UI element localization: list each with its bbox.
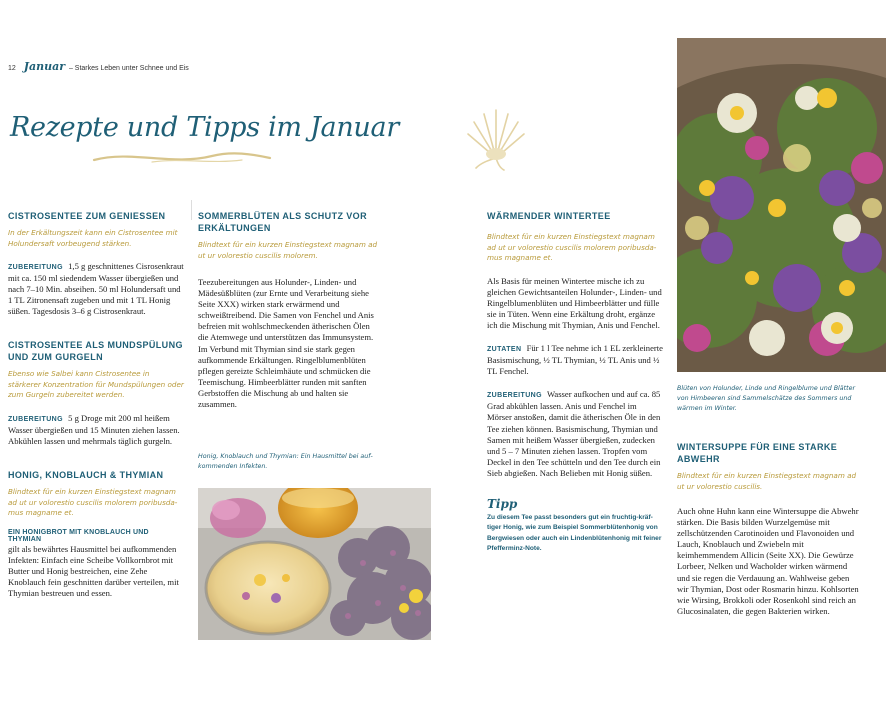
- section-intro: Ebenso wie Salbei kann Cistrosentee in stärkerer Konzentration für Mundspülungen oder zum Gurgeln zubereitet werden.: [8, 369, 184, 400]
- section-heading-cistrosentee: CISTROSENTEE ZUM GENIESSEN: [8, 211, 166, 221]
- photo-caption-blueten: Blüten von Holunder, Linde und Ringelblume und Blätter von Himbeeren sind Sammelschätze des Sommers und wärmen im Winter.: [677, 385, 856, 412]
- flowers-photo: [677, 38, 886, 372]
- section-body: Teezubereitungen aus Holunder-, Linden- und Mädesüßblüten (zur Ernte und Verarbeitung siehe Seite XXX) wirken stark erwärmend und schweißtreibend. Die Samen von Fenchel und Anis befreien mit wohlschmeckenden ätherischen Ölen die Atemwege und unterstützen das Immunsystem. Im Verbund mit Thymian sind sie stark gegen aufkommende Erkältungen. Ringelblumenblüten pflegen gereizte Schleimhäute und schmücken die Teemischung. Himbeerblätter runden mit sanften Gerbstoffen die Mischung ab und halten sie zusammen.: [198, 277, 374, 410]
- section-body: Auch ohne Huhn kann eine Wintersuppe die Abwehr stärken. Die Basis bilden Wurzelgemüse mit zellschützenden Carotinoiden und Flavonoiden und Lauch, Knoblauch und Zwiebeln mit keimhemmendem Allicin (Seite XX). Die Gewürze Lorbeer, Nelken und Wacholder wirken wärmend und sie regen die Verdauung an. Wahlweise geben wir Thymian, Dost oder Rosmarin hinzu. Kohlsorten wie Wirsing, Brokkoli oder Rosenkohl sind reich an Glucosinalaten, die gegen Bakterien wirken.: [677, 506, 859, 616]
- recipe-text: [8, 261, 184, 317]
- zutaten-text: [487, 343, 663, 377]
- section-intro: Blindtext für ein kurzen Einstiegstext magnam ad ut ur volorestio cuscilis molorem poribusdamus magname et.: [8, 487, 178, 518]
- column-4: [677, 441, 862, 617]
- dandelion-flower-icon: [460, 108, 532, 172]
- photo-caption-honig: Honig, Knoblauch und Thymian: Ein Hausmittel bei aufkommenden Infekten.: [198, 453, 373, 470]
- zubereitung-body: Wasser aufkochen und auf ca. 85 Grad abkühlen lassen. Anis und Fenchel im Mörser anstoßen, damit die ätherischen Öle in den Tee ziehen können. Basismischung, Thymian und Samen mit heißem Wasser übergießen, zudecken und 5 – 7 Minuten ziehen lassen. Tropfen vom Deckel in den Tee schütteln und den Tee durch ein Sieb abgießen. Nach Belieben mit Honig süßen.: [487, 389, 661, 478]
- honey-thyme-photo: [198, 488, 431, 640]
- section-intro: In der Erkältungszeit kann ein Cistrosentee mit Holundersaft vorbeugend stärken.: [8, 228, 178, 248]
- header-month: Januar: [23, 60, 65, 73]
- zubereitung-label: ZUBEREITUNG: [487, 392, 542, 400]
- section-heading-sommerblueten: SOMMERBLÜTEN ALS SCHUTZ VOR ERKÄLTUNGEN: [198, 211, 367, 233]
- recipe-text: [8, 413, 184, 447]
- zubereitung-label: ZUBEREITUNG: [8, 264, 63, 271]
- recipe-body: 5 g Droge mit 200 ml heißem Wasser übergießen und 15 Minuten ziehen lassen. Abkühlen lassen und mehrmals täglich gurgeln.: [8, 412, 180, 447]
- tipp-text: Zu diesem Tee passt besonders gut ein fruchtig-kräftiger Honig, wie zum Beispiel Sommerblütenhonig von Bergwiesen oder auch ein Lindenblütenhonig mit feiner Pfefferminz-Note.: [487, 514, 662, 553]
- recipe-body: 1,5 g geschnittenes Cisrosenkraut mit ca. 150 ml siedendem Wasser übergießen und nach 7–10 Min. abseihen. 50 ml Holundersaft und 1 TL Zitronensaft zugeben und mit 1 TL Honig süßen. Tagesdosis 3–6 g Cistrosenkraut.: [8, 261, 184, 317]
- section-intro: Blindtext für ein kurzen Einstiegstext magnam ad ut ur volorestio cuscilis.: [677, 471, 857, 491]
- column-divider: [191, 200, 192, 220]
- zubereitung-label: ZUBEREITUNG: [8, 415, 63, 423]
- honigbrot-body: gilt als bewährtes Hausmittel bei aufkommenden Infekten: Einfach eine Scheibe Vollkornbrot mit Butter und Honig bestreichen, eine Zehe Knoblauch fein geschnitten darüber verteilen, mit Thymian bestreuen und essen.: [8, 543, 179, 599]
- running-header: [8, 60, 189, 73]
- zutaten-body: Für 1 l Tee nehme ich 1 EL zerkleinerte Basismischung, ½ TL Thymian, ½ TL Anis und ½ TL Fenchel.: [487, 342, 663, 377]
- page-swash-ornament: [92, 146, 272, 168]
- section-heading-honig: HONIG, KNOBLAUCH & THYMIAN: [8, 470, 164, 481]
- zutaten-label: ZUTATEN: [487, 345, 522, 353]
- tipp-box: [487, 497, 663, 555]
- tipp-heading: Tipp: [487, 497, 518, 511]
- section-intro: Blindtext für ein kurzen Einstiegstext magnam ad ut ur volorestio cuscilis molorem.: [198, 240, 378, 260]
- column-2: [198, 210, 378, 410]
- page-title: Rezepte und Tipps im Januar: [10, 112, 399, 143]
- page-number: 12: [8, 65, 16, 72]
- column-1: [8, 210, 184, 599]
- column-3: [487, 210, 663, 555]
- honigbrot-subheading: EIN HONIGBROT MIT KNOBLAUCH UND THYMIAN: [8, 528, 149, 543]
- zubereitung-text: [487, 389, 663, 479]
- section-heading-wintertee: WÄRMENDER WINTERTEE: [487, 211, 611, 221]
- section-intro: Blindtext für ein kurzen Einstiegstext magnam ad ut ur volorestio cuscilis molorem poribusdamus magname et.: [487, 232, 657, 262]
- section-heading-mundspuelung: CISTROSENTEE ALS MUNDSPÜLUNG UND ZUM GURGELN: [8, 340, 183, 363]
- section-heading-wintersuppe: WINTERSUPPE FÜR EINE STARKE ABWEHR: [677, 442, 838, 464]
- section-body: Als Basis für meinen Wintertee mische ich zu gleichen Gewichtsanteilen Holunder-, Linden- und Ringelblumenblüten und Himbeerblätter und fülle sie in Tüten. Wenn eine Erkältung droht, ergänze ich die Mischung mit Thymian, Anis und Fenchel.: [487, 275, 662, 330]
- header-subtitle: – Starkes Leben unter Schnee und Eis: [68, 65, 189, 72]
